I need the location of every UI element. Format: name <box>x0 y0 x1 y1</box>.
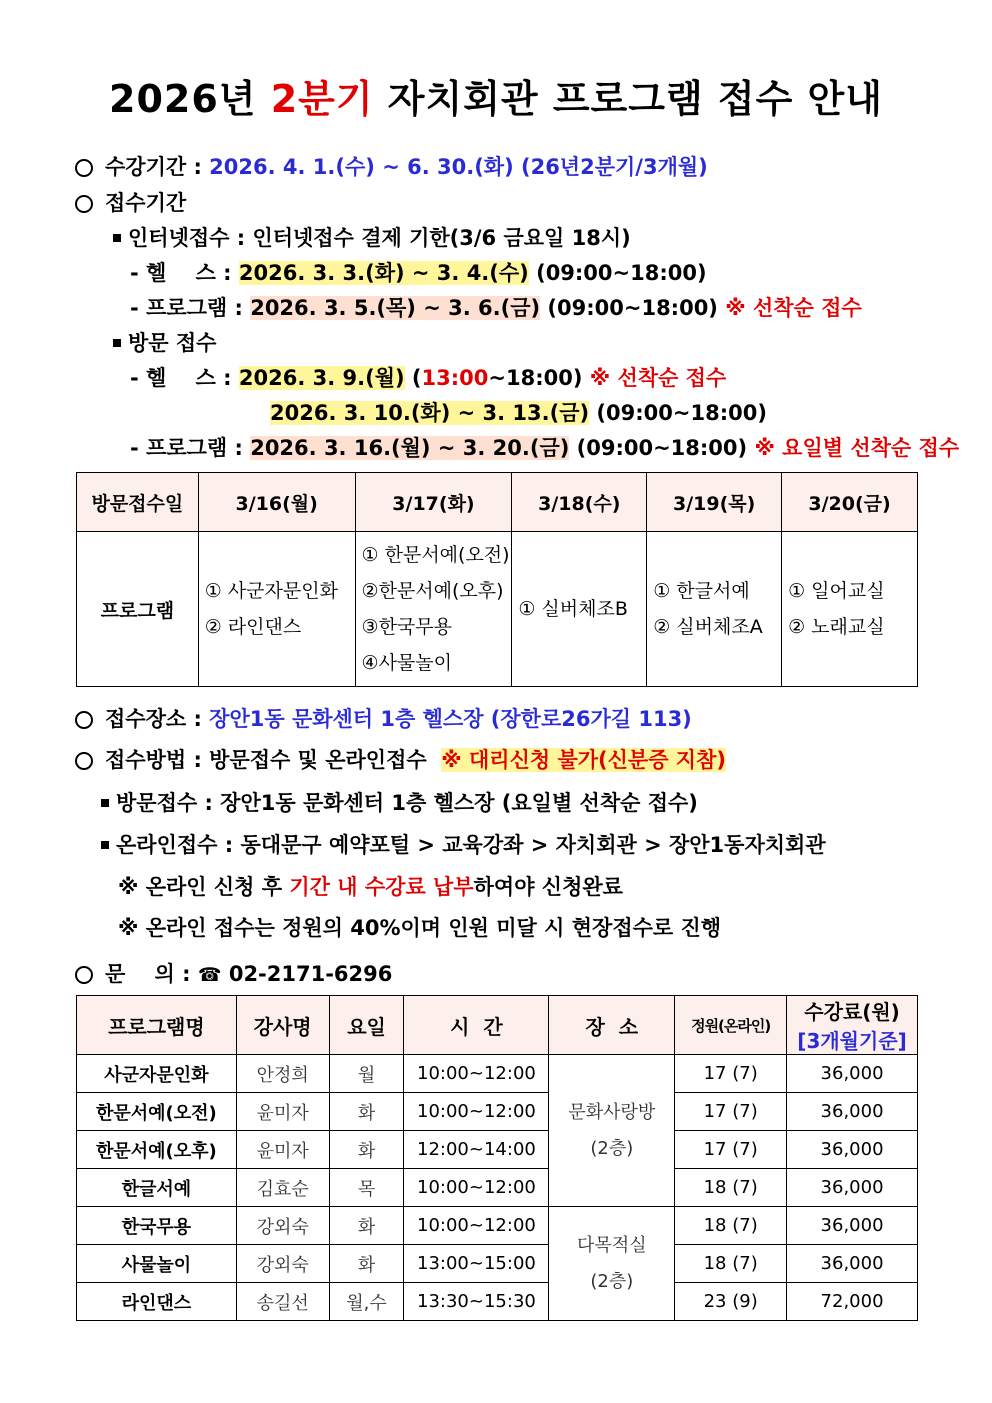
program-time: 12:00~14:00 <box>404 1131 549 1169</box>
program-item: ② 노래교실 <box>788 616 885 638</box>
place-floor: (2층) <box>590 1270 634 1292</box>
schedule-header-row <box>77 473 918 532</box>
program-day: 화 <box>329 1131 404 1169</box>
program-time: 10:00~12:00 <box>404 1093 549 1131</box>
program-item: ③한국무용 <box>361 616 452 638</box>
program-name: 한문서예(오후) <box>77 1131 237 1169</box>
schedule-header-cell: 3/17(화) <box>355 473 512 532</box>
visit-health: - 헬 스 : 2026. 3. 9.(월) (13:00~18:00) ※ 선착순 접수 <box>130 366 727 390</box>
method-online: 온라인접수 : 동대문구 예약포털 > 교육강좌 > 자치회관 > 장안1동자치회관 <box>101 829 826 859</box>
header-capacity: 정원(온라인) <box>675 996 787 1055</box>
header-teacher: 강사명 <box>236 996 329 1055</box>
program-day: 목 <box>329 1169 404 1207</box>
square-bullet-icon <box>101 799 109 807</box>
program-capacity: 18 (7) <box>675 1207 787 1245</box>
reception-place: 접수장소 : 장안1동 문화센터 1층 헬스장 (장한로26가길 113) <box>75 703 692 733</box>
program-place <box>549 1207 675 1321</box>
program-item: ② 라인댄스 <box>204 616 302 638</box>
program-item: ① 일어교실 <box>788 580 885 602</box>
program-item: ① 사군자문인화 <box>204 580 338 602</box>
schedule-header-cell: 3/20(금) <box>782 473 918 532</box>
visit-program: - 프로그램 : 2026. 3. 16.(월) ~ 3. 20.(금) (09:00~18:00) ※ 요일별 선착순 접수 <box>130 436 960 460</box>
program-day: 화 <box>329 1245 404 1283</box>
program-fee: 36,000 <box>787 1093 918 1131</box>
schedule-cell-fri <box>782 532 918 687</box>
table-row <box>77 1207 918 1245</box>
table-row <box>77 1093 918 1131</box>
program-item: ④사물놀이 <box>361 652 452 674</box>
circle-bullet-icon <box>75 966 93 984</box>
online-note-2: ※ 온라인 접수는 정원의 40%이며 인원 미달 시 현장접수로 진행 <box>118 916 722 940</box>
reception-method: 접수방법 : 방문접수 및 온라인접수 ※ 대리신청 불가(신분증 지참) <box>75 744 726 774</box>
table-row <box>77 1283 918 1321</box>
table-row <box>77 1169 918 1207</box>
program-capacity: 17 (7) <box>675 1055 787 1093</box>
place-name: 문화사랑방 <box>568 1101 656 1123</box>
program-item: ① 실버체조B <box>518 598 628 620</box>
program-fee: 36,000 <box>787 1207 918 1245</box>
teacher-name: 안정희 <box>236 1055 329 1093</box>
circle-bullet-icon <box>75 159 93 177</box>
program-name: 한국무용 <box>77 1207 237 1245</box>
schedule-header-cell: 3/19(목) <box>647 473 782 532</box>
program-day: 화 <box>329 1093 404 1131</box>
program-fee: 36,000 <box>787 1131 918 1169</box>
program-fee: 36,000 <box>787 1055 918 1093</box>
internet-reception: 인터넷접수 : 인터넷접수 결제 기한(3/6 금요일 18시) <box>113 222 631 252</box>
table-row <box>77 1055 918 1093</box>
program-time: 13:30~15:30 <box>404 1283 549 1321</box>
program-day: 월,수 <box>329 1283 404 1321</box>
teacher-name: 송길선 <box>236 1283 329 1321</box>
teacher-name: 강외숙 <box>236 1207 329 1245</box>
table-row <box>77 1131 918 1169</box>
online-note-1: ※ 온라인 신청 후 기간 내 수강료 납부하여야 신청완료 <box>118 875 623 899</box>
header-time: 시 간 <box>404 996 549 1055</box>
visit-reception: 방문 접수 <box>113 327 216 357</box>
square-bullet-icon <box>101 841 109 849</box>
table-row <box>77 1245 918 1283</box>
program-header-row <box>77 996 918 1055</box>
circle-bullet-icon <box>75 752 93 770</box>
header-fee-basis: [3개월기준] <box>797 1029 907 1053</box>
program-time: 10:00~12:00 <box>404 1169 549 1207</box>
phone-icon: ☎ <box>197 964 222 986</box>
square-bullet-icon <box>113 234 121 242</box>
program-fee: 36,000 <box>787 1245 918 1283</box>
schedule-header-cell: 3/18(수) <box>512 473 647 532</box>
program-name: 사군자문인화 <box>77 1055 237 1093</box>
program-capacity: 17 (7) <box>675 1093 787 1131</box>
program-fee: 72,000 <box>787 1283 918 1321</box>
program-place <box>549 1055 675 1207</box>
program-fee: 36,000 <box>787 1169 918 1207</box>
schedule-program-row <box>77 532 918 687</box>
program-item: ②한문서예(오후) <box>361 580 504 602</box>
header-place: 장 소 <box>549 996 675 1055</box>
program-item: ① 한글서예 <box>653 580 750 602</box>
page-title: 2026년 2분기 자치회관 프로그램 접수 안내 <box>109 77 883 121</box>
program-item: ② 실버체조A <box>653 616 763 638</box>
place-name: 다목적실 <box>577 1234 647 1256</box>
header-day: 요일 <box>329 996 404 1055</box>
contact: 문 의 : ☎ 02-2171-6296 <box>75 958 392 988</box>
teacher-name: 윤미자 <box>236 1131 329 1169</box>
teacher-name: 윤미자 <box>236 1093 329 1131</box>
header-program-name: 프로그램명 <box>77 996 237 1055</box>
schedule-header-cell: 3/16(월) <box>198 473 355 532</box>
program-name: 사물놀이 <box>77 1245 237 1283</box>
header-fee <box>787 996 918 1055</box>
internet-program: - 프로그램 : 2026. 3. 5.(목) ~ 3. 6.(금) (09:00~18:00) ※ 선착순 접수 <box>130 296 862 320</box>
internet-health: - 헬 스 : 2026. 3. 3.(화) ~ 3. 4.(수) (09:00~18:00) <box>130 261 707 285</box>
program-capacity: 17 (7) <box>675 1131 787 1169</box>
schedule-header-cell: 방문접수일 <box>77 473 199 532</box>
schedule-cell-thu <box>647 532 782 687</box>
place-floor: (2층) <box>590 1137 634 1159</box>
program-name: 한글서예 <box>77 1169 237 1207</box>
schedule-row-label: 프로그램 <box>77 532 199 687</box>
program-capacity: 18 (7) <box>675 1169 787 1207</box>
teacher-name: 김효순 <box>236 1169 329 1207</box>
program-day: 월 <box>329 1055 404 1093</box>
program-item: ① 한문서예(오전) <box>361 544 510 566</box>
program-time: 10:00~12:00 <box>404 1207 549 1245</box>
program-capacity: 23 (9) <box>675 1283 787 1321</box>
circle-bullet-icon <box>75 195 93 213</box>
circle-bullet-icon <box>75 711 93 729</box>
program-capacity: 18 (7) <box>675 1245 787 1283</box>
program-day: 화 <box>329 1207 404 1245</box>
schedule-cell-tue <box>355 532 512 687</box>
square-bullet-icon <box>113 339 121 347</box>
visit-schedule-table <box>76 472 918 687</box>
header-fee-label: 수강료(원) <box>804 1000 900 1024</box>
teacher-name: 강외숙 <box>236 1245 329 1283</box>
program-time: 13:00~15:00 <box>404 1245 549 1283</box>
program-name: 라인댄스 <box>77 1283 237 1321</box>
visit-health-2: 2026. 3. 10.(화) ~ 3. 13.(금) (09:00~18:00) <box>270 401 767 425</box>
program-table <box>76 995 918 1321</box>
program-time: 10:00~12:00 <box>404 1055 549 1093</box>
program-name: 한문서예(오전) <box>77 1093 237 1131</box>
reception-period-heading: 접수기간 <box>75 187 186 217</box>
schedule-cell-wed <box>512 532 647 687</box>
course-period: 수강기간 : 2026. 4. 1.(수) ~ 6. 30.(화) (26년2분기/3개월) <box>75 151 708 181</box>
schedule-cell-mon <box>198 532 355 687</box>
method-visit: 방문접수 : 장안1동 문화센터 1층 헬스장 (요일별 선착순 접수) <box>101 787 698 817</box>
